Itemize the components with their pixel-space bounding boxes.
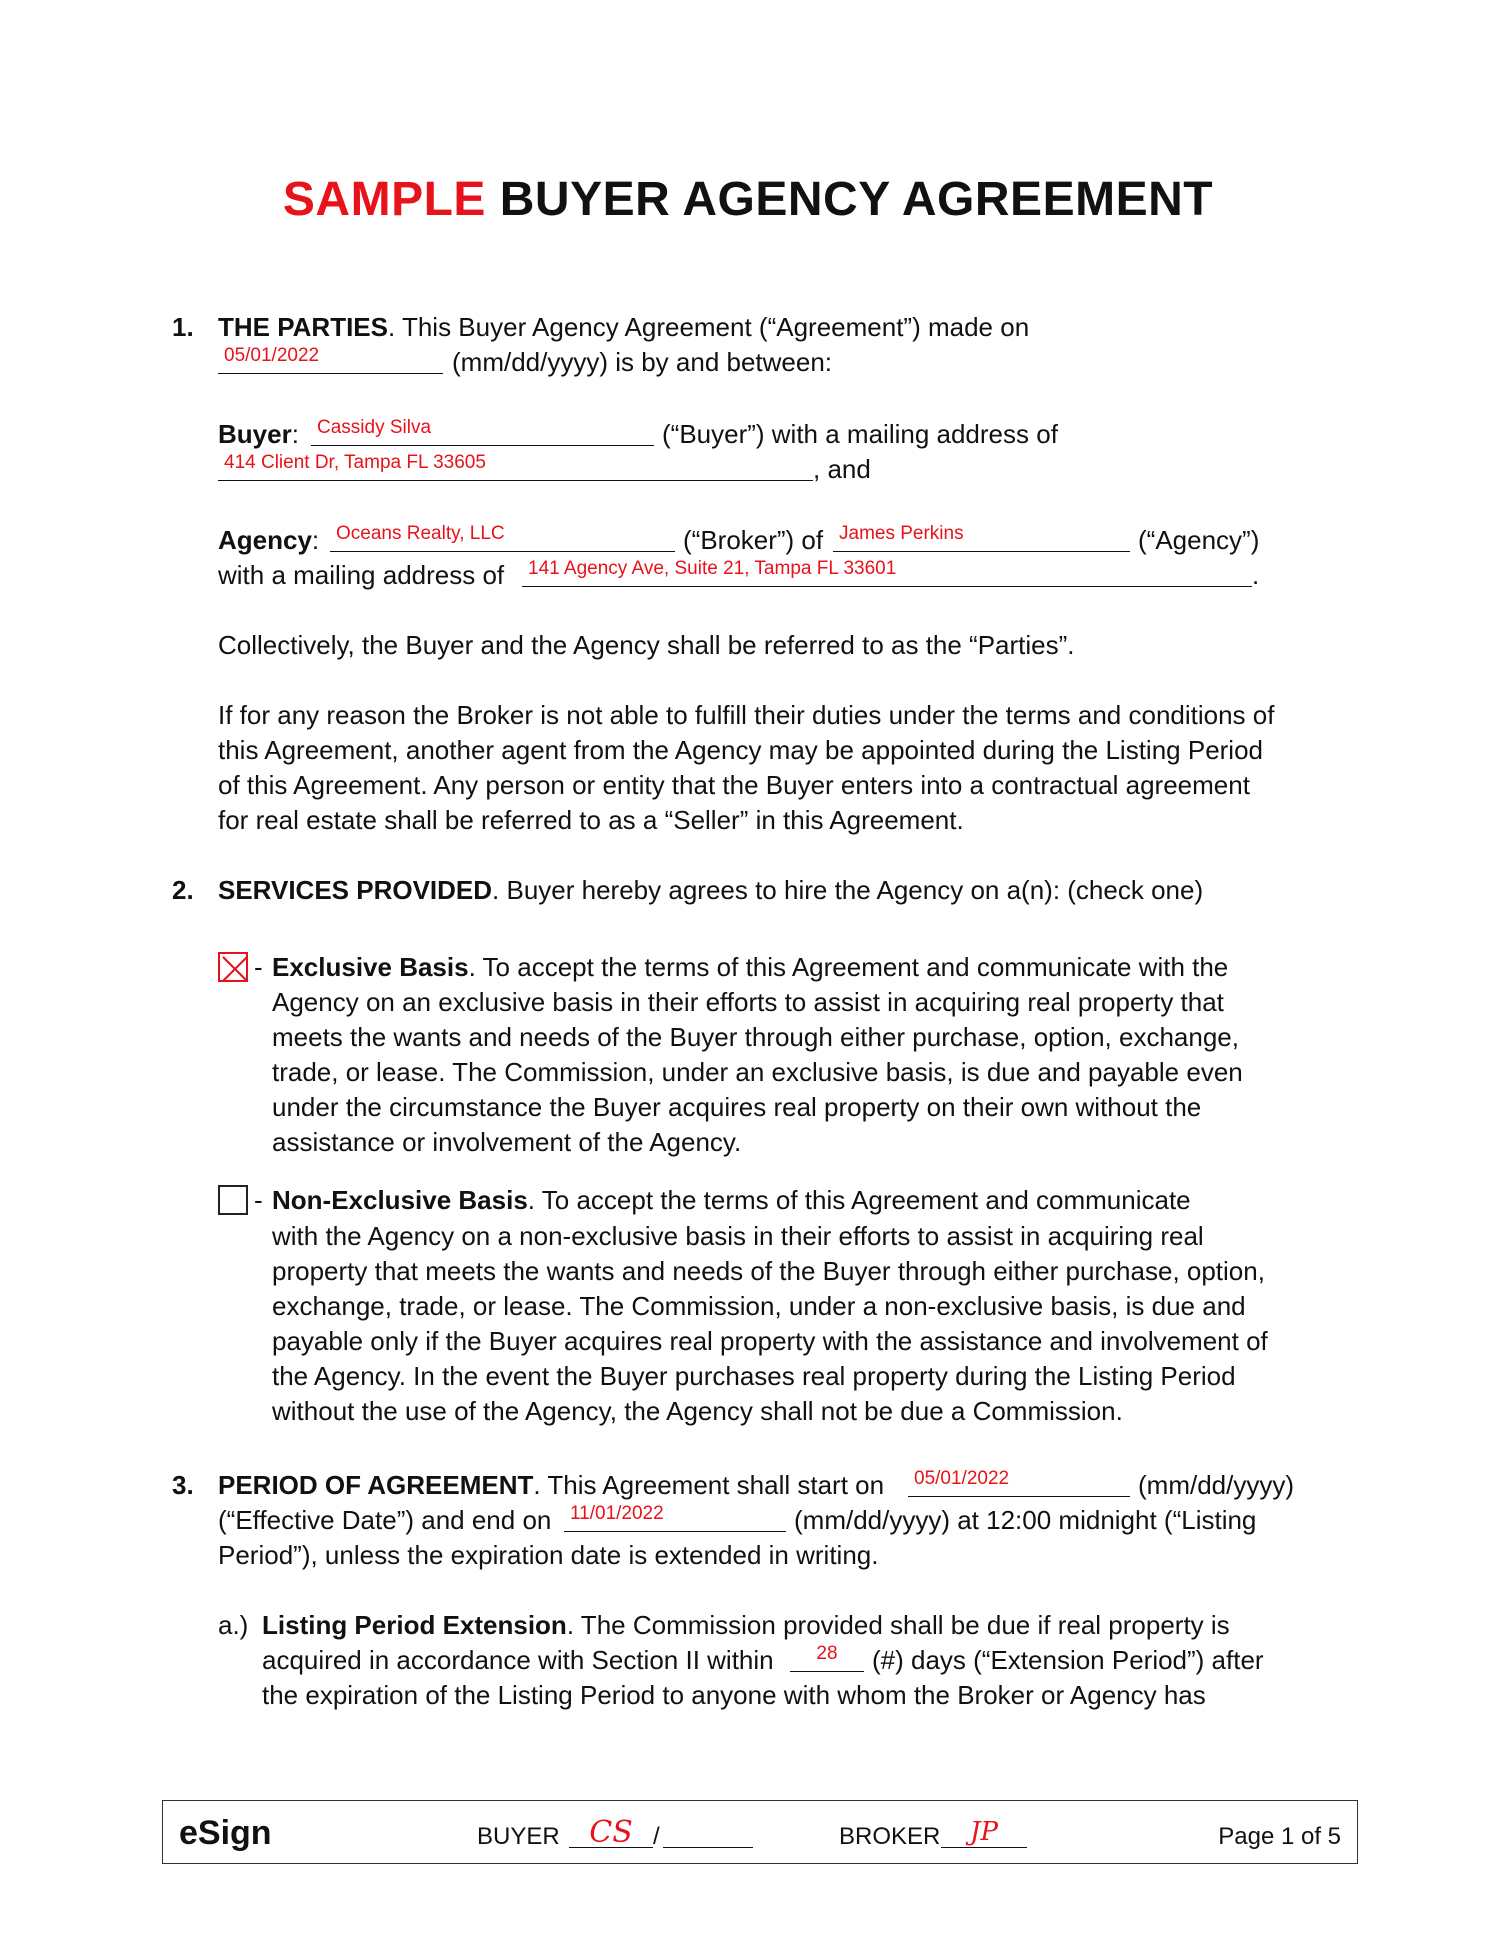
section-2-number: 2.	[172, 875, 194, 905]
paragraph-line: meets the wants and needs of the Buyer through either purchase, option, exchange,	[272, 1022, 1239, 1052]
agency-suffix: (“Agency”)	[1138, 525, 1260, 555]
end-date-suffix: (mm/dd/yyyy) at 12:00 midnight (“Listing	[794, 1505, 1257, 1535]
start-date-value: 05/01/2022	[914, 1468, 1010, 1489]
buyer-suffix: (“Buyer”) with a mailing address of	[662, 419, 1058, 449]
broker-initials-field[interactable]	[941, 1817, 1027, 1848]
subsection-a-line-1: Listing Period Extension. The Commission provided shall be due if real property is	[262, 1610, 1230, 1640]
extension-days-suffix: (#) days (“Extension Period”) after	[872, 1645, 1264, 1675]
agency-label: Agency:	[218, 525, 320, 555]
exclusive-description	[272, 985, 1243, 1160]
paragraph-line: payable only if the Buyer acquires real property with the assistance and involvement of	[272, 1326, 1268, 1356]
collective-text: Collectively, the Buyer and the Agency shall be referred to as the “Parties”.	[218, 630, 1075, 660]
agency-address-value: 141 Agency Ave, Suite 21, Tampa FL 33601	[528, 558, 897, 579]
buyer-label: Buyer:	[218, 419, 299, 449]
buyer-initials-field[interactable]	[569, 1817, 653, 1848]
section-2-intro: . Buyer hereby agrees to hire the Agency on a(n): (check one)	[492, 875, 1204, 905]
sample-watermark-text: SAMPLE	[282, 173, 486, 226]
buyer-address-value: 414 Client Dr, Tampa FL 33605	[224, 452, 486, 473]
extension-days-value: 28	[816, 1643, 838, 1664]
agreement-date-suffix: (mm/dd/yyyy) is by and between:	[452, 347, 833, 377]
end-date-field[interactable]	[564, 1501, 786, 1532]
buyer-name-value: Cassidy Silva	[317, 417, 432, 438]
broker-initials-label: BROKER	[839, 1823, 941, 1850]
broker-name-field[interactable]	[833, 521, 1130, 552]
buyer-name-field[interactable]	[311, 415, 654, 446]
buyer-initials-label: BUYER	[477, 1823, 560, 1850]
paragraph-line: Agency on an exclusive basis in their efforts to assist in acquiring real property that	[272, 987, 1224, 1017]
page-number: Page 1 of 5	[1218, 1823, 1341, 1850]
buyer-address-field[interactable]	[218, 450, 813, 481]
section-2-heading: SERVICES PROVIDED	[218, 875, 493, 905]
parties-paragraph	[218, 698, 1274, 838]
non-exclusive-first-line: Non-Exclusive Basis. To accept the terms of this Agreement and communicate	[272, 1185, 1191, 1215]
exclusive-first-line: Exclusive Basis. To accept the terms of this Agreement and communicate with the	[272, 952, 1229, 982]
buyer-and-text: , and	[813, 454, 871, 484]
subsection-a-label: a.)	[218, 1610, 249, 1640]
listing-extension-heading: Listing Period Extension	[262, 1610, 567, 1640]
agreement-date-value: 05/01/2022	[224, 345, 320, 366]
extension-days-field[interactable]	[790, 1641, 864, 1672]
esign-logo: eSign	[179, 1814, 272, 1852]
exclusive-dash: -	[254, 952, 263, 982]
section-1-intro: . This Buyer Agency Agreement (“Agreement”) made on	[387, 312, 1030, 342]
buyer-initials-signature: CS	[589, 1815, 633, 1850]
non-exclusive-basis-checkbox[interactable]	[218, 1185, 248, 1215]
section-3-intro: . This Agreement shall start on	[533, 1470, 885, 1500]
title-text: BUYER AGENCY AGREEMENT	[499, 173, 1214, 226]
agreement-date-field[interactable]	[218, 343, 443, 374]
end-date-prefix: (“Effective Date”) and end on	[218, 1505, 552, 1535]
broker-mid-text: (“Broker”) of	[683, 525, 824, 555]
paragraph-line: property that meets the wants and needs of the Buyer through either purchase, option,	[272, 1256, 1265, 1286]
section-3-heading: PERIOD OF AGREEMENT	[218, 1470, 534, 1500]
start-date-suffix: (mm/dd/yyyy)	[1138, 1470, 1294, 1500]
non-exclusive-dash: -	[254, 1185, 263, 1215]
extension-days-prefix: acquired in accordance with Section II within	[262, 1645, 774, 1675]
paragraph-line: If for any reason the Broker is not able to fulfill their duties under the terms and conditions of	[218, 700, 1275, 730]
paragraph-line: this Agreement, another agent from the Agency may be appointed during the Listing Period	[218, 735, 1264, 765]
paragraph-line: exchange, trade, or lease. The Commission, under a non-exclusive basis, is due and	[272, 1291, 1246, 1321]
section-1-heading: THE PARTIES	[218, 312, 388, 342]
paragraph-line: trade, or lease. The Commission, under an exclusive basis, is due and payable even	[272, 1057, 1243, 1087]
document-title	[0, 172, 1496, 227]
paragraph-line: for real estate shall be referred to as a “Seller” in this Agreement.	[218, 805, 964, 835]
page-footer	[162, 1800, 1358, 1864]
paragraph-line: without the use of the Agency, the Agency shall not be due a Commission.	[272, 1396, 1123, 1426]
agency-address-field[interactable]	[522, 556, 1252, 587]
section-1-number: 1.	[172, 312, 194, 342]
exclusive-basis-label: Exclusive Basis	[272, 952, 469, 982]
end-date-value: 11/01/2022	[570, 1503, 664, 1524]
agency-address-prefix: with a mailing address of	[218, 560, 505, 590]
non-exclusive-basis-label: Non-Exclusive Basis	[272, 1185, 528, 1215]
agency-name-value: Oceans Realty, LLC	[336, 523, 505, 544]
checked-x-icon	[220, 954, 250, 984]
section-1-line-1	[218, 310, 1029, 345]
initials-slash: /	[653, 1823, 660, 1850]
non-exclusive-description	[272, 1219, 1268, 1429]
broker-initials-signature: JP	[970, 1817, 998, 1847]
paragraph-line: assistance or involvement of the Agency.	[272, 1127, 742, 1157]
section-2-line-1	[218, 873, 1203, 908]
paragraph-line: the Agency. In the event the Buyer purchases real property during the Listing Period	[272, 1361, 1236, 1391]
broker-name-value: James Perkins	[839, 523, 964, 544]
paragraph-line: under the circumstance the Buyer acquires real property on their own without the	[272, 1092, 1202, 1122]
agency-address-period: .	[1252, 560, 1260, 590]
agency-name-field[interactable]	[330, 521, 675, 552]
subsection-a-line-3: the expiration of the Listing Period to anyone with whom the Broker or Agency has	[262, 1680, 1206, 1710]
start-date-field[interactable]	[908, 1466, 1130, 1497]
section-3-number: 3.	[172, 1470, 194, 1500]
co-buyer-initials-field[interactable]	[663, 1817, 753, 1848]
section-3-line-1	[218, 1468, 884, 1503]
paragraph-line: with the Agency on a non-exclusive basis in their efforts to assist in acquiring real	[272, 1221, 1204, 1251]
section-3-line-3: Period”), unless the expiration date is extended in writing.	[218, 1540, 879, 1570]
exclusive-basis-checkbox[interactable]	[218, 952, 248, 982]
paragraph-line: of this Agreement. Any person or entity that the Buyer enters into a contractual agreement	[218, 770, 1250, 800]
